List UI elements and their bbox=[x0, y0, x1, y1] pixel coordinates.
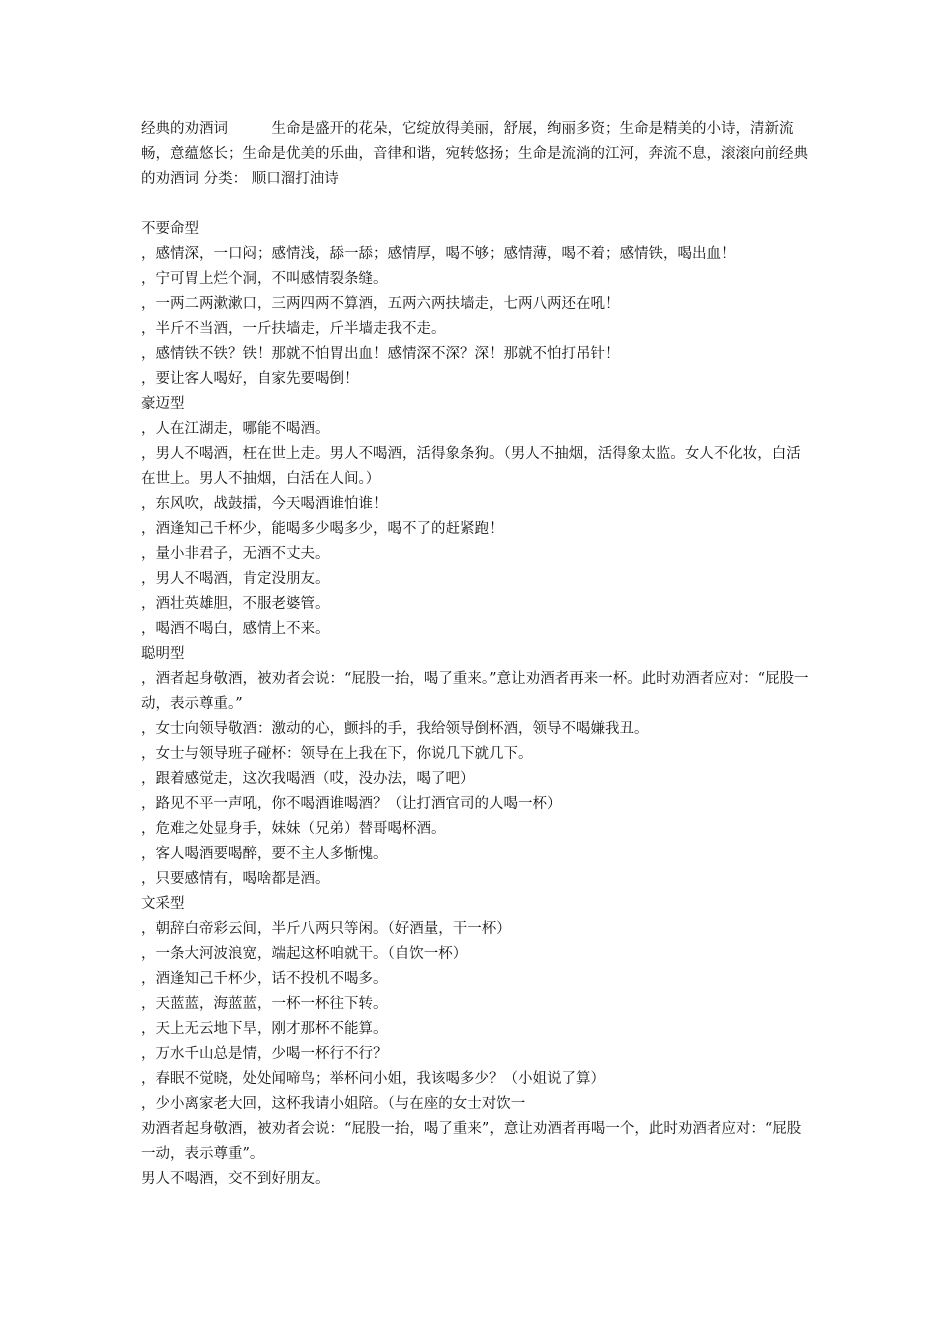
list-item: ，春眠不觉晓，处处闻啼鸟；举杯问小姐，我该喝多少？（小姐说了算） bbox=[141, 1071, 605, 1087]
trailing-paragraph: 男人不喝酒，交不到好朋友。 bbox=[141, 1171, 330, 1187]
list-item: ，宁可胃上烂个洞，不叫感情裂条缝。 bbox=[141, 271, 388, 287]
list-item: ，只要感情有，喝啥都是酒。 bbox=[141, 871, 330, 887]
list-item: ，一条大河波浪宽，端起这杯咱就干。（自饮一杯） bbox=[141, 946, 468, 962]
list-item: ，女士与领导班子碰杯：领导在上我在下，你说几下就几下。 bbox=[141, 746, 533, 762]
list-item: ，危难之处显身手，妹妹（兄弟）替哥喝杯酒。 bbox=[141, 821, 446, 837]
list-item: ，一两二两漱漱口，三两四两不算酒，五两六两扶墙走，七两八两还在吼！ bbox=[141, 296, 620, 312]
list-item: ，人在江湖走，哪能不喝酒。 bbox=[141, 421, 330, 437]
list-item: ，朝辞白帝彩云间，半斤八两只等闲。（好酒量，干一杯） bbox=[141, 921, 511, 937]
list-item: ，喝酒不喝白，感情上不来。 bbox=[141, 621, 330, 637]
list-item: ，感情铁不铁？铁！那就不怕胃出血！感情深不深？深！那就不怕打吊针！ bbox=[141, 346, 620, 362]
section-heading: 文采型 bbox=[141, 896, 185, 912]
section-hao-mai bbox=[141, 392, 813, 642]
section-bu-yao-ming bbox=[141, 217, 813, 392]
list-item: ，少小离家老大回，这杯我请小姐陪。（与在座的女士对饮一 bbox=[141, 1096, 526, 1112]
list-item: ，男人不喝酒，枉在世上走。男人不喝酒，活得象条狗。（男人不抽烟，活得象太监。女人不化妆，白活在世上。男人不抽烟，白活在人间。） bbox=[141, 446, 801, 487]
list-item: ，天上无云地下旱，刚才那杯不能算。 bbox=[141, 1021, 388, 1037]
blank-line bbox=[141, 192, 813, 217]
list-item: ，跟着感觉走，这次我喝酒（哎，没办法，喝了吧） bbox=[141, 771, 475, 787]
list-item: ，路见不平一声吼，你不喝酒谁喝酒？（让打酒官司的人喝一杯） bbox=[141, 796, 562, 812]
list-item: ，感情深，一口闷；感情浅，舔一舔；感情厚，喝不够；感情薄，喝不着；感情铁，喝出血！ bbox=[141, 246, 736, 262]
list-item: ，万水千山总是情，少喝一杯行不行？ bbox=[141, 1046, 388, 1062]
section-cong-ming bbox=[141, 642, 813, 892]
list-item: ，男人不喝酒，肯定没朋友。 bbox=[141, 571, 330, 587]
list-item: ，酒者起身敬酒，被劝者会说：“屁股一抬，喝了重来。”意让劝酒者再来一杯。此时劝酒者应对：“屁股一动，表示尊重。” bbox=[141, 671, 809, 712]
list-item: ，酒壮英雄胆，不服老婆管。 bbox=[141, 596, 330, 612]
list-item: ，天蓝蓝，海蓝蓝，一杯一杯往下转。 bbox=[141, 996, 388, 1012]
list-item: ，半斤不当酒，一斤扶墙走，斤半墙走我不走。 bbox=[141, 321, 446, 337]
intro-paragraph: 经典的劝酒词 生命是盛开的花朵，它绽放得美丽，舒展，绚丽多资；生命是精美的小诗，清新流畅，意蕴悠长；生命是优美的乐曲，音律和谐，宛转悠扬；生命是流淌的江河，奔流不息，滚滚向前经典的劝酒词 分类： 顺口溜打油诗 bbox=[141, 121, 808, 187]
list-item: ，量小非君子，无酒不丈夫。 bbox=[141, 546, 330, 562]
list-item: ，客人喝酒要喝醉，要不主人多惭愧。 bbox=[141, 846, 388, 862]
section-heading: 豪迈型 bbox=[141, 396, 185, 412]
list-item: ，要让客人喝好，自家先要喝倒！ bbox=[141, 371, 359, 387]
section-wen-cai bbox=[141, 892, 813, 1117]
section-heading: 聪明型 bbox=[141, 646, 185, 662]
list-item: ，酒逢知己千杯少，能喝多少喝多少，喝不了的赶紧跑！ bbox=[141, 521, 504, 537]
list-item: ，女士向领导敬酒：激动的心，颤抖的手，我给领导倒杯酒，领导不喝嫌我丑。 bbox=[141, 721, 649, 737]
trailing-paragraph: 劝酒者起身敬酒，被劝者会说：“屁股一抬，喝了重来”，意让劝酒者再喝一个，此时劝酒者应对：“屁股一动，表示尊重”。 bbox=[141, 1121, 802, 1162]
section-heading: 不要命型 bbox=[141, 221, 199, 237]
list-item: ，酒逢知己千杯少，话不投机不喝多。 bbox=[141, 971, 388, 987]
list-item: ，东风吹，战鼓擂，今天喝酒谁怕谁！ bbox=[141, 496, 388, 512]
document-page bbox=[141, 117, 813, 1192]
